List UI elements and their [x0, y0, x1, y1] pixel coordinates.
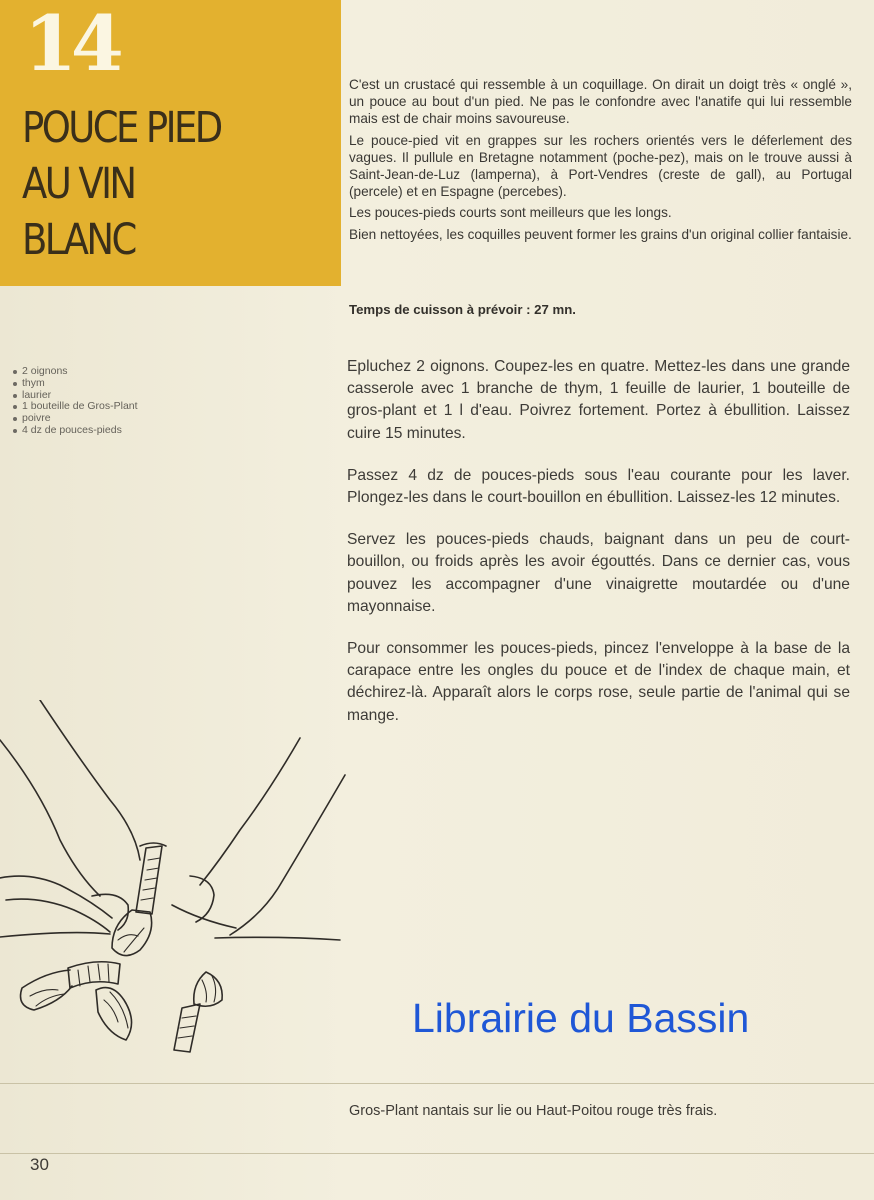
intro-paragraph: Le pouce-pied vit en grappes sur les rochers orientés vers le déferlement des vagues. Il pullule en Bretagne notamment (poche-pez), mais on le trouve aussi à Saint-Jean-de-Luz (lamperna), à Port-Vendres (creste de gall), au Portugal (percele) et en Espagne (percebes).: [349, 132, 852, 200]
ingredient-item: poivre: [12, 413, 312, 425]
recipe-title-line: BLANC: [22, 215, 135, 265]
intro-paragraph: Bien nettoyées, les coquilles peuvent former les grains d'un original collier fantaisie.: [349, 226, 852, 242]
watermark-text: Librairie du Bassin: [412, 995, 750, 1041]
recipe-number: 14: [24, 0, 118, 88]
ingredient-item: 2 oignons: [12, 366, 312, 378]
recipe-title-line: POUCE PIED: [22, 103, 221, 153]
ingredients-list: [12, 366, 312, 437]
footer-divider-top: [0, 1083, 874, 1084]
recipe-step: Pour consommer les pouces-pieds, pincez l'enveloppe à la base de la carapace entre les ongles du pouce et de l'index de chaque main, et déchirez-là. Apparaît alors le corps rose, seule partie de l'animal qui se mange.: [347, 640, 850, 724]
recipe-step: Servez les pouces-pieds chauds, baignant dans un peu de court-bouillon, ou froids après les avoir égouttés. Dans ce dernier cas, vous pouvez les accompagner d'une vinaigrette moutardée ou d'une mayonnaise.: [347, 531, 850, 615]
intro-paragraph: Les pouces-pieds courts sont meilleurs que les longs.: [349, 205, 672, 221]
intro-text: [349, 76, 852, 247]
recipe-step: Passez 4 dz de pouces-pieds sous l'eau courante pour les laver. Plongez-les dans le court-bouillon en ébullition. Laissez-les 12 minutes.: [347, 466, 850, 507]
footer-divider-bottom: [0, 1153, 874, 1154]
recipe-title: [22, 100, 289, 268]
ingredient-item: 1 bouteille de Gros-Plant: [12, 401, 312, 413]
ingredient-item: 4 dz de pouces-pieds: [12, 425, 312, 437]
ingredient-item: laurier: [12, 390, 312, 402]
ingredient-item: thym: [12, 378, 312, 390]
intro-paragraph: C'est un crustacé qui ressemble à un coquillage. On dirait un doigt très « onglé », un pouce au bout d'un pied. Ne pas le confondre avec l'anatife qui lui ressemble mais est de chair moins savoureuse.: [349, 77, 852, 127]
recipe-steps: [347, 356, 850, 747]
title-block: [0, 0, 341, 286]
page-number: 30: [30, 1155, 49, 1174]
hands-barnacle-illustration: [0, 700, 350, 1065]
recipe-step: Epluchez 2 oignons. Coupez-les en quatre. Mettez-les dans une grande casserole avec 1 branche de thym, 1 feuille de laurier, 1 bouteille de gros-plant et 1 l d'eau. Poivrez fortement. Portez à ébullition. Laissez cuire 15 minutes.: [347, 358, 850, 442]
recipe-title-line: AU VIN: [22, 159, 135, 209]
cooking-time: Temps de cuisson à prévoir : 27 mn.: [349, 302, 576, 317]
wine-pairing: Gros-Plant nantais sur lie ou Haut-Poitou rouge très frais.: [349, 1103, 718, 1119]
